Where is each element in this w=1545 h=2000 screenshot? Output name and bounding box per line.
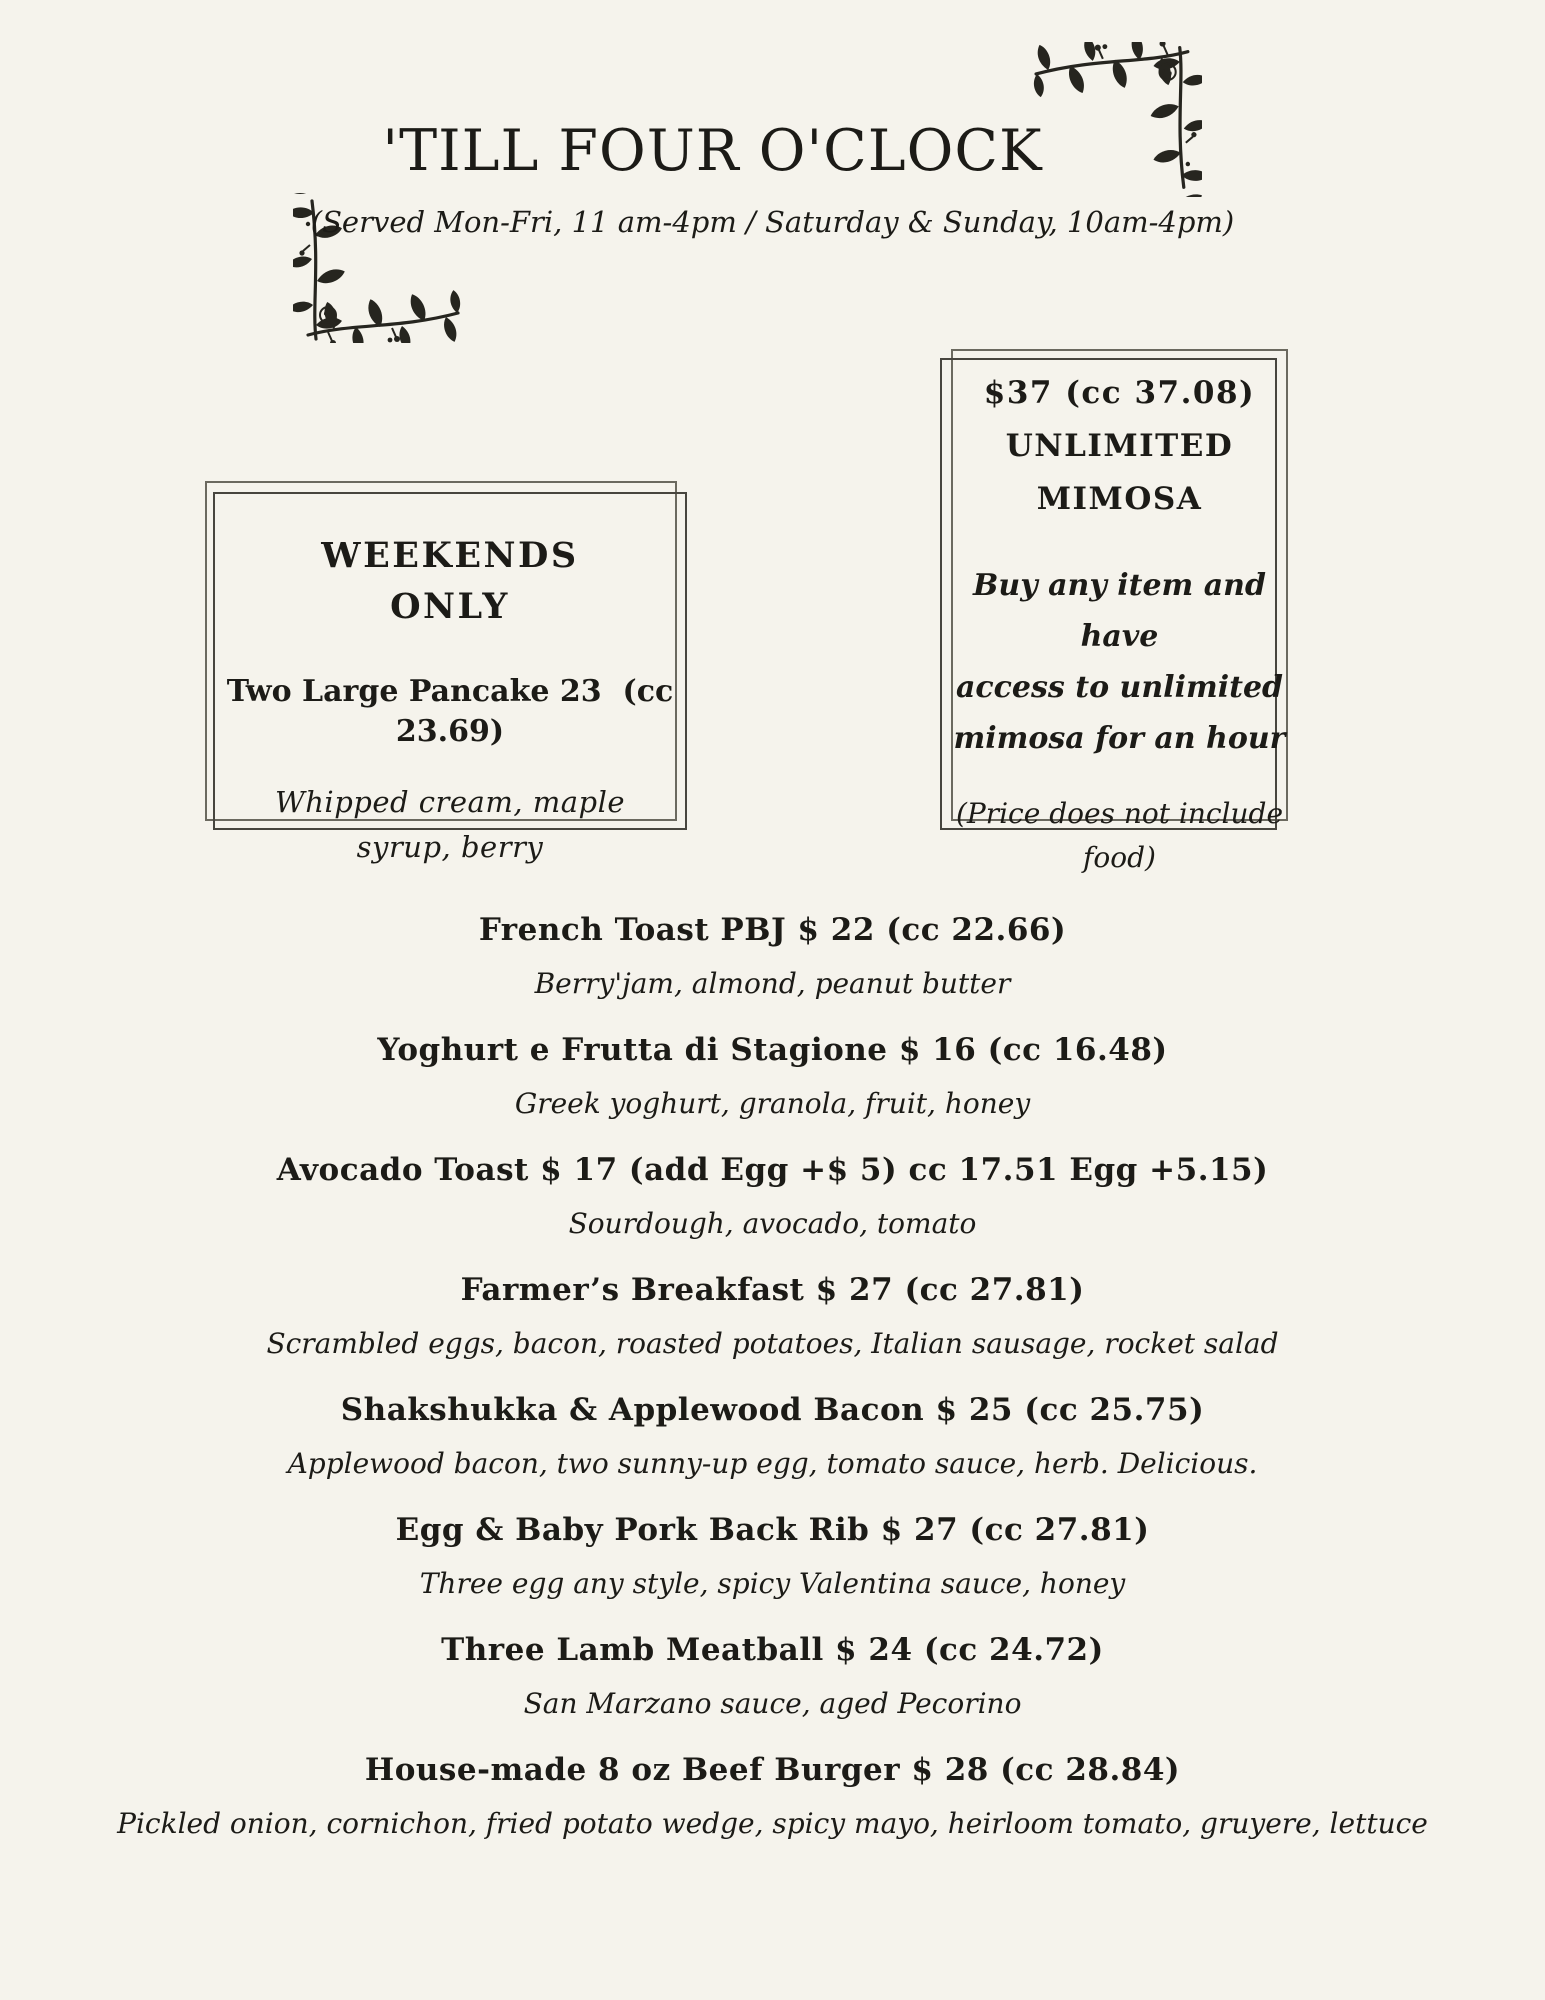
mimosa-box-content — [951, 349, 1288, 874]
menu-item-french-toast — [0, 908, 1545, 1003]
menu-item-name: Egg & Baby Pork Back Rib $ 27 (cc 27.81) — [395, 1512, 1150, 1548]
mimosa-note-line1: (Price does not include — [955, 797, 1284, 830]
menu-item-name: Yoghurt e Frutta di Stagione $ 16 (cc 16.48) — [377, 1032, 1168, 1068]
menu-item-description: Scrambled eggs, bacon, roasted potatoes, Italian sausage, rocket salad — [266, 1327, 1279, 1360]
menu-item-name: French Toast PBJ $ 22 (cc 22.66) — [478, 912, 1067, 948]
mimosa-body-line2: access to unlimited — [955, 670, 1284, 705]
menu-item-description: Pickled onion, cornichon, fried potato wedge, spicy mayo, heirloom tomato, gruyere, lettuce — [117, 1807, 1428, 1840]
menu-item-name: Avocado Toast $ 17 (add Egg +$ 5) cc 17.51 Egg +5.15) — [276, 1152, 1269, 1188]
menu-item-name: Farmer’s Breakfast $ 27 (cc 27.81) — [460, 1272, 1085, 1308]
menu-item-description: Three egg any style, spicy Valentina sauce, honey — [419, 1567, 1126, 1600]
weekends-heading-line2: ONLY — [390, 586, 510, 627]
menu-item-shakshukka — [0, 1388, 1545, 1483]
menu-item-description: San Marzano sauce, aged Pecorino — [523, 1687, 1022, 1720]
mimosa-heading-line2: UNLIMITED — [1005, 428, 1234, 464]
page-title: 'TILL FOUR O'CLOCK — [382, 118, 1043, 184]
weekends-heading-line1: WEEKENDS — [321, 535, 579, 576]
menu-item-egg-pork-rib — [0, 1508, 1545, 1603]
menu-item-farmers-breakfast — [0, 1268, 1545, 1363]
mimosa-box-heading — [984, 367, 1255, 526]
pancake-description-line2: syrup, berry — [356, 830, 544, 864]
menu-item-name: Shakshukka & Applewood Bacon $ 25 (cc 25.75) — [340, 1392, 1205, 1428]
menu-item-name: Three Lamb Meatball $ 24 (cc 24.72) — [441, 1632, 1104, 1668]
menu-item-description: Sourdough, avocado, tomato — [568, 1207, 977, 1240]
mimosa-note-line2: food) — [1083, 841, 1156, 874]
weekends-box-content — [213, 492, 687, 864]
pancake-item-description — [275, 780, 625, 870]
weekends-only-box — [205, 481, 689, 864]
menu-item-description: Berry'jam, almond, peanut butter — [534, 967, 1011, 1000]
menu-item-lamb-meatball — [0, 1628, 1545, 1723]
pancake-item-name: Two Large Pancake 23 (cc 23.69) — [226, 674, 684, 749]
weekends-box-heading — [321, 530, 578, 632]
menu-item-list — [0, 908, 1545, 1868]
mimosa-price-line: $37 (cc 37.08) — [983, 375, 1256, 411]
menu-item-description: Greek yoghurt, granola, fruit, honey — [514, 1087, 1031, 1120]
menu-item-name: House-made 8 oz Beef Burger $ 28 (cc 28.84) — [364, 1752, 1181, 1788]
serving-hours-subtitle: (Served Mon-Fri, 11 am-4pm / Saturday & Sunday, 10am-4pm) — [310, 205, 1235, 239]
mimosa-body-line1: Buy any item and have — [973, 568, 1266, 654]
pancake-description-line1: Whipped cream, maple — [274, 785, 626, 819]
mimosa-heading-line3: MIMOSA — [1036, 481, 1203, 517]
menu-item-description: Applewood bacon, two sunny-up egg, tomato sauce, herb. Delicious. — [287, 1447, 1258, 1480]
mimosa-price-note — [956, 792, 1283, 880]
unlimited-mimosa-box — [940, 349, 1290, 874]
mimosa-body-line3: mimosa for an hour — [953, 721, 1286, 756]
menu-item-yoghurt — [0, 1028, 1545, 1123]
mimosa-offer-text — [951, 560, 1288, 764]
menu-item-avocado-toast — [0, 1148, 1545, 1243]
menu-item-beef-burger — [0, 1748, 1545, 1843]
